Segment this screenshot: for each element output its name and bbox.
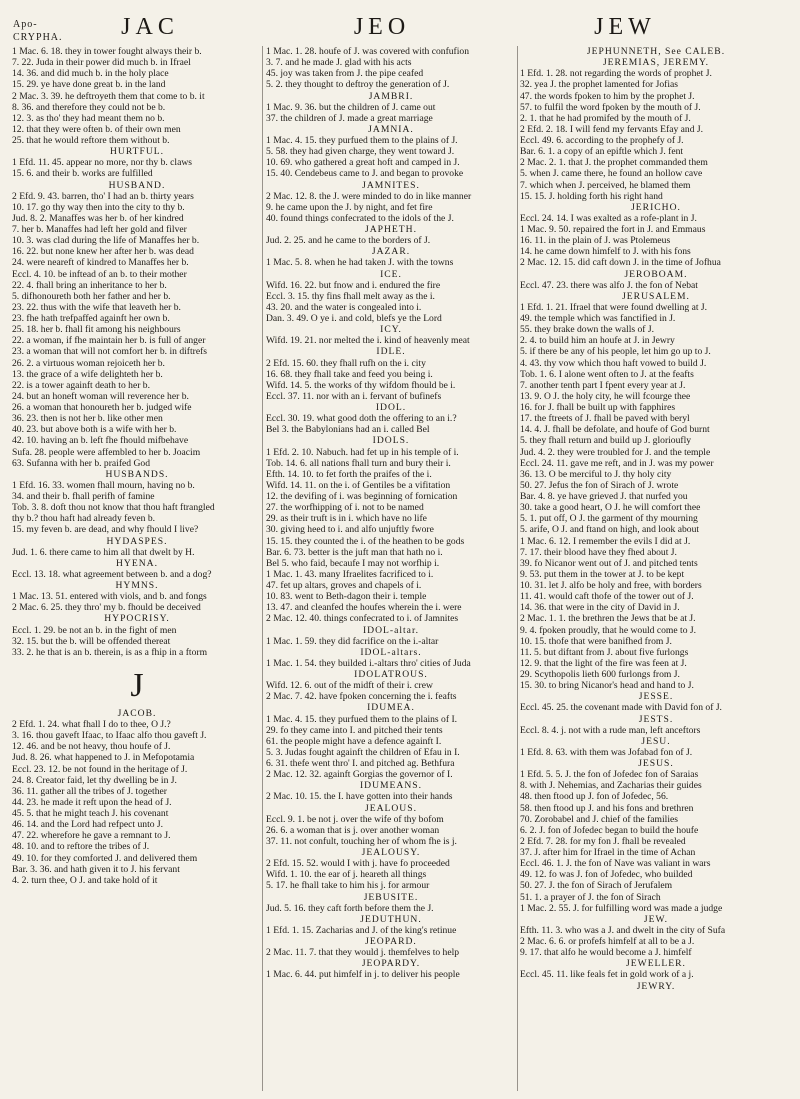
index-line: 50. 27. Jefus the fon of Sirach of J. wrote (520, 479, 679, 491)
index-line: Jud. 5. 16. they caft forth before them the J. (266, 902, 434, 914)
index-line: 2 Efd. 7. 28. for my fon J. fhall be revealed (520, 835, 686, 847)
index-line: 24. were neareft of kindred to Manaffes her b. (12, 257, 189, 269)
index-line: 55. they brake down the walls of J. (520, 324, 655, 336)
index-line: 5. difhonoureth both her father and her b. (12, 290, 171, 302)
index-line: 47. fet up altars, groves and chapels of i. (266, 580, 422, 591)
index-line: 23. a woman that will not comfort her b. in diftrefs (12, 346, 208, 358)
index-line: 1 Mac. 1. 43. many Ifraelites facrificed to i. (266, 568, 434, 580)
index-line: 8. with J. Nehemias, and Zacharias their guides (520, 780, 702, 792)
entry-heading: JEWRY. (636, 980, 676, 992)
index-line: 16. 22. but none knew her after her b. was dead (12, 246, 194, 258)
index-line: Wifd. 12. 6. out of the midft of their i. crew (266, 680, 433, 692)
index-line: 29. Scythopolis lieth 600 furlongs from J. (520, 669, 680, 680)
section-marker-line1: Apo- (13, 19, 38, 30)
index-line: 36. 11. gather all the tribes of J. together (12, 785, 167, 797)
index-line: Eccl. 45. 25. the covenant made with David fon of J. (520, 702, 722, 714)
index-line: 1 Mac. 5. 8. when he had taken J. with the towns (266, 257, 454, 269)
index-line: Bar. 6. 73. better is the juft man that hath no i. (266, 546, 443, 558)
index-line: 40. 23. but above both is a wife with her b. (12, 424, 177, 436)
index-line: 14. 4. J. fhall be defolate, and houfe of God burnt (520, 424, 710, 436)
index-line: 36. 23. then is not her b. like other men (12, 413, 163, 425)
entry-heading: HYENA. (116, 557, 158, 569)
index-line: 24. but an honeft woman will reverence her b. (12, 390, 189, 402)
index-line: 8. 36. and therefore they could not be b. (12, 101, 166, 113)
index-line: 5. when J. came there, he found an hollow cave (520, 168, 703, 180)
index-line: Bar. 4. 8. ye have grieved J. that nurfed you (520, 491, 688, 502)
index-line: 11. 41. would caft thofe of the tower out of J. (520, 591, 694, 603)
index-line: 16. 11. in the plain of J. was Ptolemeus (520, 235, 671, 247)
index-line: 24. 8. Creator faid, let thy dwelling be in J. (12, 774, 177, 786)
entry-heading: IDOLATROUS. (354, 669, 428, 680)
index-line: 48. then ftood up J. fon of Jofedec, 56. (520, 791, 669, 803)
index-line: 9. 53. put them in the tower at J. to be kept (520, 568, 685, 580)
index-line: 12. 9. that the light of the fire was feen at J. (520, 657, 687, 669)
entry-heading: JEALOUS. (365, 802, 417, 814)
entry-heading: JAMNIA. (368, 123, 414, 135)
index-line: 1 Efd. 5. 5. J. the fon of Jofedec fon of Saraias (520, 769, 699, 781)
index-line: Jud. 4. 2. they were troubled for J. and the temple (520, 446, 711, 458)
index-line: 37. 11. not confult, touching her of whom fhe is j. (266, 835, 457, 847)
index-line: Efth. 11. 3. who was a J. and dwelt in the city of Sufa (520, 924, 726, 936)
index-line: Tob. 1. 6. I alone went often to J. at the feafts (520, 368, 694, 380)
index-line: Eccl. 23. 12. be not found in the heritage of J. (12, 763, 188, 775)
index-line: 7. which when J. perceived, he blamed them (520, 179, 691, 191)
entry-heading: ICE. (380, 268, 402, 280)
entry-heading: JEALOUSY. (361, 847, 421, 858)
entry-heading: JERUSALEM. (622, 290, 690, 302)
index-line: 17. the ftreets of J. fhall be paved with beryl (520, 413, 690, 425)
index-line: 1 Mac. 13. 51. entered with viols, and b. and fongs (12, 591, 207, 603)
index-line: 13. 9. O J. the holy city, he will fcourge thee (520, 390, 691, 402)
running-head-center: JEO (353, 14, 411, 40)
running-head-right: JEW (594, 14, 656, 40)
index-line: 2. 1. that he had promifed by the mouth of J. (520, 112, 691, 124)
index-line: 2 Efd. 15. 60. they fhall rufh on the i. city (266, 357, 426, 369)
index-line: 45. 5. that he might teach J. his covenant (12, 808, 169, 819)
index-line: 15. 6. and their b. works are fulfilled (12, 168, 153, 180)
index-line: 16. for J. fhall be built up with fapphires (520, 402, 676, 413)
index-line: 1 Mac. 4. 15. they purfued them to the plains of I. (266, 713, 458, 725)
index-line: 50. 27. J. the fon of Sirach of Jerufalem (520, 880, 673, 892)
index-line: 23. 22. thus with the wife that leaveth her b. (12, 301, 181, 313)
index-line: 2 Mac. 6. 6. or profefs himfelf at all to be a J. (520, 936, 695, 947)
index-line: Eccl. 49. 6. according to the prophefy of J. (520, 135, 684, 146)
index-line: Eccl. 3. 15. thy fins fhall melt away as the i. (266, 290, 435, 302)
index-line: 12. 46. and be not heavy, thou houfe of J. (12, 741, 171, 753)
entry-heading: HUSBAND. (108, 179, 166, 191)
index-line: 1 Efd. 2. 10. Nabuch. had fet up in his temple of i. (266, 446, 459, 458)
entry-heading: JEWELLER. (626, 958, 686, 970)
index-line: 44. 23. he made it reft upon the head of J. (12, 796, 172, 808)
index-line: 22. 4. fhall bring an inheritance to her b. (12, 279, 167, 291)
index-line: 13. the grace of a wife delighteth her b. (12, 368, 163, 380)
entry-heading: JAMNITES. (362, 179, 420, 191)
entry-heading: JEROBOAM. (624, 268, 688, 280)
index-line: 1 Efd. 8. 63. with them was Jofabad fon of J. (520, 746, 693, 758)
index-line: 5. if there be any of his people, let him go up to J. (520, 346, 711, 358)
entry-heading: IDUMEA. (367, 702, 415, 714)
entry-heading: JEBUSITE. (363, 891, 419, 903)
index-line: 2 Efd. 1. 24. what fhall I do to thee, O J.? (12, 719, 171, 730)
index-line: 42. 10. having an b. left fhe fhould mifbehave (12, 435, 189, 447)
index-line: 27. the worfhipping of i. not to be named (266, 502, 424, 514)
index-line: 5. 1. put off, O J. the garment of thy mourning (520, 513, 698, 525)
index-line: Eccl. 45. 11. like feals fet in gold work of a j. (520, 969, 694, 981)
index-line: 1 Efd. 16. 33. women fhall mourn, having no b. (12, 479, 195, 491)
index-line: Eccl. 24. 11. gave me reft, and in J. was my power (520, 457, 714, 469)
index-line: Wifd. 14. 5. the works of thy wifdom fhould be i. (266, 379, 456, 391)
entry-heading: JAZAR. (371, 246, 411, 258)
index-line: 1 Mac. 2. 55. J. for fulfilling word was made a judge (520, 902, 723, 914)
index-line: 2 Mac. 3. 39. he deftroyeth them that come to b. it (12, 90, 205, 102)
index-line: 1 Mac. 6. 12. I remember the evils I did at J. (520, 535, 691, 547)
index-line: Eccl. 13. 18. what agreement between b. and a dog? (12, 568, 212, 580)
index-line: 7. 17. their blood have they fhed about J. (520, 546, 677, 558)
index-line: Tob. 14. 6. all nations fhall turn and bury their i. (266, 457, 451, 469)
index-column-2 (266, 46, 516, 1093)
index-line: 10. 31. let J. alfo be holy and free, with borders (520, 580, 702, 591)
index-line: Wifd. 16. 22. but fnow and i. endured the fire (266, 279, 441, 291)
index-line: 4. 2. turn thee, O J. and take hold of it (12, 874, 158, 886)
entry-heading: HYPOCRISY. (104, 613, 170, 625)
index-line: 15. 15. they counted the i. of the heathen to be gods (266, 535, 465, 547)
index-line: 46. 14. and the Lord had refpect unto J. (12, 819, 164, 831)
index-line: 51. 1. a prayer of J. the fon of Sirach (520, 891, 661, 903)
index-line: Eccl. 37. 11. nor with an i. fervant of bufinefs (266, 390, 442, 402)
column-divider (517, 46, 518, 1091)
index-line: 29. as their truft is in i. which have no life (266, 513, 427, 525)
entry-heading: IDOL. (375, 402, 407, 413)
index-line: 2 Mac. 2. 1. that J. the prophet commanded them (520, 157, 708, 169)
entry-heading: JESSE. (638, 691, 674, 703)
entry-heading: IDLE. (376, 346, 406, 358)
index-line: 32. 15. but the b. will be offended thereat (12, 635, 171, 647)
index-line: 70. Zorobabel and J. chief of the families (520, 813, 678, 825)
index-line: 1 Mac. 1. 59. they did facrifice on the i.-altar (266, 635, 439, 647)
entry-heading: HURTFUL. (109, 146, 165, 158)
index-line: 1 Mac. 9. 36. but the children of J. came out (266, 101, 436, 113)
index-line: 5. arife, O J. and ftand on high, and look about (520, 524, 700, 536)
index-line: 2 Efd. 9. 43. barren, tho' I had an b. thirty years (12, 190, 194, 202)
index-line: 22. is a tower againft death to her b. (12, 379, 150, 391)
index-line: 6. 31. thefe went thro' I. and pitched ag. Bethfura (266, 758, 455, 769)
index-line: 5. they fhall return and build up J. glorioufly (520, 435, 692, 447)
entry-heading: JESUS. (638, 758, 674, 769)
index-line: 10. 69. who gathered a great hoft and camped in J. (266, 157, 460, 169)
index-line: 5. 17. he fhall take to him his j. for armour (266, 880, 430, 892)
entry-heading: JERICHO. (631, 201, 681, 213)
index-line: 45. joy was taken from J. the pipe ceafed (266, 68, 424, 80)
index-line: Wifd. 14. 11. on the i. of Gentiles be a vifitation (266, 479, 451, 491)
entry-heading: JAMBRI. (368, 90, 414, 102)
index-line: 2. 4. to build him an houfe at J. in Jewry (520, 335, 675, 347)
index-line: 49. 12. fo was J. fon of Jofedec, who builded (520, 869, 693, 881)
entry-heading: JAPHETH. (365, 224, 417, 235)
index-line: 11. 5. but diftant from J. about five furlongs (520, 646, 689, 658)
index-line: 1 Mac. 9. 50. repaired the fort in J. and Emmaus (520, 224, 706, 235)
index-line: 9. 4. fpoken proudly, that he would come to J. (520, 624, 697, 636)
index-line: 63. Sufanna with her b. praifed God (12, 457, 151, 469)
index-line: 12. that they were often b. of their own men (12, 123, 181, 135)
index-line: 10. 15. thofe that were banifhed from J. (520, 635, 672, 647)
index-line: 15. 29. ye have done great b. in the land (12, 79, 166, 91)
index-line: 2 Mac. 12. 40. things confecrated to i. of Jamnites (266, 613, 459, 625)
entry-heading: JACOB. (117, 707, 157, 719)
index-line: 7. her b. Manaffes had left her gold and filver (12, 224, 187, 235)
index-line: Efth. 14. 10. to fet forth the praifes of the i. (266, 468, 432, 480)
index-line: 10. 3. was clad during the life of Manaffes her b. (12, 235, 200, 247)
index-line: Wifd. 19. 21. nor melted the i. kind of heavenly meat (266, 335, 470, 347)
index-line: 1 Mac. 6. 18. they in tower fought always their b. (12, 46, 202, 57)
index-line: 14. 36. that were in the city of David in J. (520, 602, 680, 614)
index-line: Jud. 1. 6. there came to him all that dwelt by H. (12, 546, 195, 558)
index-line: 1 Efd. 1. 15. Zacharias and J. of the king's retinue (266, 924, 457, 936)
entry-heading: IDOL-altar. (362, 624, 420, 636)
index-line: 10. 17. go thy way then into the city to thy b. (12, 201, 185, 213)
index-line: 26. a woman that honoureth her b. judged wife (12, 402, 192, 413)
index-line: 9. 17. that alfo he would become a J. himfelf (520, 947, 692, 959)
index-line: 47. the words fpoken to him by the prophet J. (520, 90, 695, 102)
entry-heading: JEDUTHUN. (360, 913, 422, 925)
entry-heading: JEOPARDY. (361, 958, 421, 970)
index-line: Eccl. 1. 29. be not an b. in the fight of men (12, 624, 177, 636)
index-line: 7. another tenth part I fpent every year at J. (520, 379, 686, 391)
index-line: 1 Efd. 11. 45. appear no more, nor thy b. claws (12, 157, 193, 169)
index-line: 5. 2. they thought to deftroy the generation of J. (266, 79, 450, 91)
index-line: Bar. 3. 36. and hath given it to J. his fervant (12, 863, 180, 875)
entry-heading: JEPHUNNETH, See CALEB. (586, 46, 726, 57)
index-line: 4. 43. thy vow which thou haft vowed to build J. (520, 357, 707, 369)
entry-heading: HYMNS. (115, 580, 159, 591)
index-line: 49. 10. for they comforted J. and delivered them (12, 852, 198, 864)
index-line: 29. fo they came into I. and pitched their tents (266, 724, 443, 736)
index-line: Jud. 8. 2. Manaffes was her b. of her kindred (12, 212, 184, 224)
index-line: 61. the people might have a defence againft I. (266, 735, 442, 747)
index-line: 2 Mac. 11. 7. that they would j. themfelves to help (266, 947, 460, 959)
index-line: 26. 6. a woman that is j. over another woman (266, 824, 440, 836)
index-line: Eccl. 46. 1. J. the fon of Nave was valiant in wars (520, 858, 711, 870)
index-line: 57. to fulfil the word fpoken by the mouth of J. (520, 101, 701, 113)
entry-heading: IDOLS. (372, 435, 410, 447)
index-line: Dan. 3. 49. O ye i. and cold, blefs ye the Lord (266, 313, 442, 324)
index-line: Eccl. 4. 10. be inftead of an b. to their mother (12, 268, 187, 280)
index-line: 6. 2. J. fon of Jofedec began to build the houfe (520, 824, 699, 836)
index-line: 40. found things confecrated to the idols of the J. (266, 212, 454, 224)
index-line: Eccl. 24. 14. I was exalted as a rofe-plant in J. (520, 212, 697, 224)
entry-heading: ICY. (380, 324, 402, 336)
index-line: 2 Mac. 10. 15. the I. have gotten into their hands (266, 791, 453, 803)
index-column-3 (520, 46, 792, 1093)
index-line: Bar. 6. 1. a copy of an epiftle which J. fent (520, 146, 684, 158)
index-line: 15. my feven b. are dead, and why fhould I live? (12, 524, 199, 536)
entry-heading: IDUMEANS. (359, 780, 423, 792)
index-line: 2 Mac. 6. 25. they thro' my b. fhould be deceived (12, 602, 201, 614)
running-head-left: JAC (121, 14, 179, 40)
index-line: 12. 3. as tho' they had meant them no b. (12, 112, 165, 124)
index-line: 1 Mac. 4. 15. they purfued them to the plains of J. (266, 135, 458, 146)
entry-heading: HUSBANDS. (105, 468, 169, 480)
index-line: 2 Efd. 15. 52. would I with j. have fo proceeded (266, 858, 450, 870)
index-line: 1 Mac. 1. 28. houfe of J. was covered with confufion (266, 46, 470, 57)
index-line: 2 Mac. 12. 15. did caft down J. in the time of Jofhua (520, 257, 721, 269)
index-line: 13. 47. and cleanfed the houfes wherein the i. were (266, 602, 462, 614)
index-line: 7. 22. Juda in their power did much b. in Ifrael (12, 57, 191, 69)
index-line: 1 Efd. 1. 21. Ifrael that were found dwelling at J. (520, 301, 708, 313)
entry-heading: JESU. (641, 735, 671, 747)
index-line: 15. 40. Cendebeus came to J. and began to provoke (266, 168, 464, 180)
index-line: Wifd. 1. 10. the ear of j. heareth all things (266, 869, 427, 881)
section-marker-line2: CRYPHA. (13, 32, 63, 43)
index-line: Sufa. 28. people were affembled to her b. Joacim (12, 446, 201, 458)
index-line: 47. 22. wherefore he gave a remnant to J. (12, 830, 171, 842)
index-line: 2 Mac. 7. 42. have fpoken concerning the i. feafts (266, 691, 457, 703)
entry-heading: JESTS. (638, 713, 674, 725)
index-column-1 (12, 46, 262, 1093)
index-line: 1 Mac. 1. 54. they builded i.-altars thro' cities of Juda (266, 657, 471, 669)
index-line: Bel 3. the Babylonians had an i. called Bel (266, 424, 430, 436)
index-line: 2 Mac. 1. 1. the brethren the Jews that be at J. (520, 613, 696, 625)
index-line: Tob. 3. 8. doft thou not know that thou haft ftrangled (12, 502, 215, 514)
index-line: 34. and their b. fhall perifh of famine (12, 491, 155, 502)
index-line: 15. 30. to bring Nicanor's head and hand to J. (520, 680, 694, 692)
index-line: Bel 5. who faid, becaufe I may not worfhip i. (266, 557, 440, 569)
index-line: 22. a woman, if fhe maintain her b. is full of anger (12, 335, 206, 347)
entry-heading: JEOPARD. (365, 936, 417, 947)
index-line: 2 Mac. 12. 8. the J. were minded to do in like manner (266, 190, 472, 202)
index-line: 33. 2. he that is an b. therein, is as a fhip in a ftorm (12, 646, 208, 658)
index-line: 25. 18. her b. fhall fit among his neighbours (12, 324, 181, 336)
index-line: 30. take a good heart, O J. he will comfort thee (520, 502, 701, 514)
index-line: 37. J. after him for Ifrael in the time of Achan (520, 847, 696, 858)
index-line: thy b.? thou haft had already feven b. (12, 513, 156, 525)
index-line: Eccl. 8. 4. j. not with a rude man, left anceftors (520, 724, 701, 736)
index-line: 26. 2. a virtuous woman rejoiceth her b. (12, 357, 165, 369)
entry-heading: JEW. (643, 913, 669, 925)
index-line: 32. yea J. the prophet lamented for Jofias (520, 79, 678, 91)
entry-heading: IDOL-altars. (360, 646, 422, 658)
index-line: 12. the devifing of i. was beginning of fornication (266, 491, 458, 502)
index-line: Jud. 2. 25. and he came to the borders of J. (266, 235, 431, 247)
index-line: 1 Efd. 1. 28. not regarding the words of prophet J. (520, 68, 712, 80)
index-line: 14. he came down himfelf to J. with his fons (520, 246, 691, 258)
index-line: 9. he came upon the J. by night, and fet fire (266, 201, 433, 213)
index-line: 14. 36. and did much b. in the holy place (12, 68, 169, 80)
index-line: 16. 68. they fhall take and feed you being i. (266, 368, 433, 380)
index-line: 3. 7. and he made J. glad with his acts (266, 57, 412, 69)
index-line: 15. 15. J. holding forth his right hand (520, 190, 663, 202)
entry-heading: JEREMIAS, JEREMY. (602, 57, 710, 69)
index-line: 25. that he would reftore them without b. (12, 135, 170, 146)
index-line: 48. 10. and to reftore the tribes of J. (12, 841, 150, 853)
index-line: 58. then ftood up J. and his fons and brethren (520, 802, 694, 814)
index-line: 39. fo Nicanor went out of J. and pitched tents (520, 557, 698, 569)
index-line: 3. 16. thou gaveft Ifaac, to Ifaac alfo thou gaveft J. (12, 730, 207, 742)
index-line: 49. the temple which was fanctified in J. (520, 313, 676, 324)
entry-heading: HYDASPES. (106, 535, 168, 547)
index-line: 36. 13. O be merciful to J. thy holy city (520, 468, 672, 480)
column-divider (262, 46, 263, 1091)
index-line: 37. the children of J. made a great marriage (266, 112, 433, 124)
index-line: 23. fhe hath trefpaffed againft her own b. (12, 313, 170, 324)
index-line: 2 Mac. 12. 32. againft Gorgias the governor of I. (266, 769, 453, 781)
index-line: Eccl. 9. 1. be not j. over the wife of thy bofom (266, 813, 444, 825)
index-line: Eccl. 30. 19. what good doth the offering to an i.? (266, 413, 457, 425)
index-line: Eccl. 47. 23. there was alfo J. the fon of Nebat (520, 279, 698, 291)
index-line: 43. 20. and the water is congealed into i. (266, 301, 422, 313)
section-letter: J (130, 666, 144, 704)
index-line: 5. 3. Judas fought againft the children of Efau in I. (266, 746, 460, 758)
index-line: 5. 58. they had given charge, they went toward J. (266, 146, 455, 158)
index-line: 1 Mac. 6. 44. put himfelf in j. to deliver his people (266, 969, 460, 981)
index-line: Jud. 8. 26. what happened to J. in Mefopotamia (12, 752, 195, 764)
index-line: 2 Efd. 2. 18. I will fend my fervants Efay and J. (520, 123, 704, 135)
index-line: 10. 83. went to Beth-dagon their i. temple (266, 591, 427, 603)
index-line: 30. giving heed to i. and alfo unjuftly fwore (266, 524, 434, 536)
